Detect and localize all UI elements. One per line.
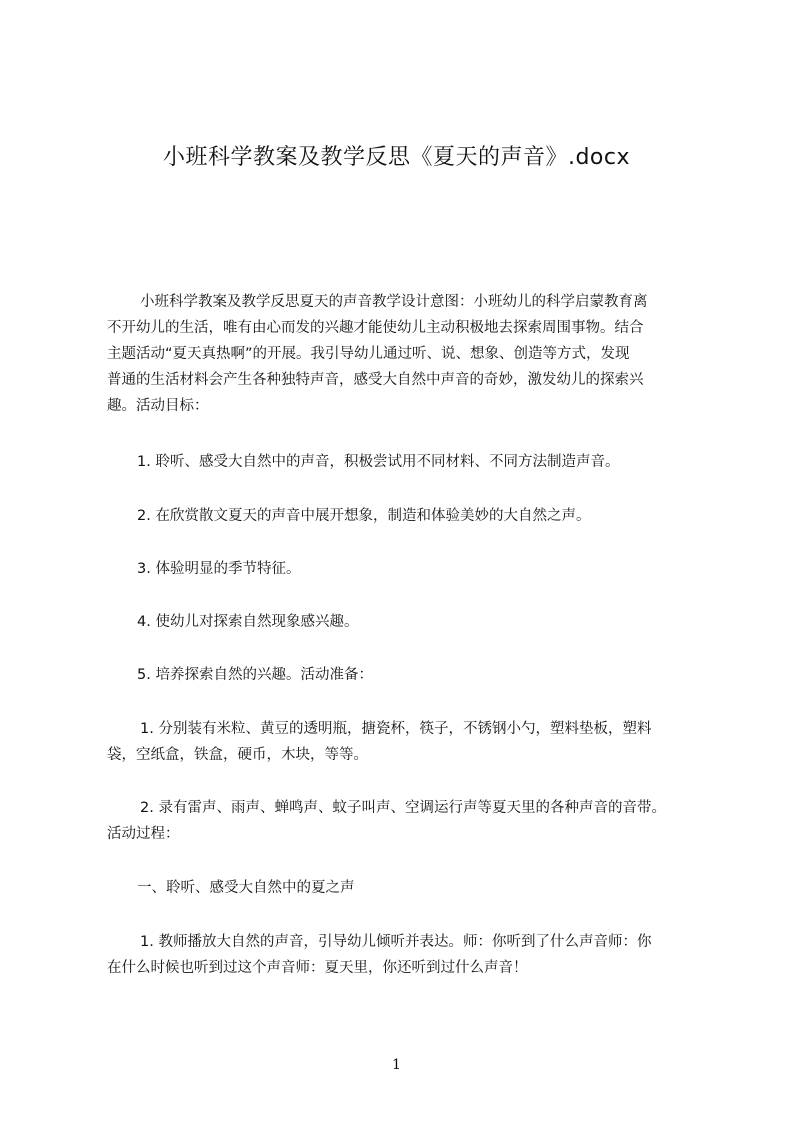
- intro-line: 小班科学教案及教学反思夏天的声音教学设计意图：小班幼儿的科学启蒙教育离: [140, 294, 648, 310]
- goal-item: 4. 使幼儿对探索自然现象感兴趣。: [137, 614, 359, 630]
- goal-item: 1. 聆听、感受大自然中的声音，积极尝试用不同材料、不同方法制造声音。: [137, 454, 620, 470]
- intro-line: 趣。活动目标：: [107, 398, 209, 414]
- intro-line: 主题活动“夏天真热啊”的开展。我引导幼儿通过听、说、想象、创造等方式，发现: [107, 346, 630, 362]
- goal-item: 5. 培养探索自然的兴趣。活动准备：: [137, 667, 373, 683]
- document-title: 小班科学教案及教学反思《夏天的声音》.docx: [162, 145, 631, 170]
- intro-line: 普通的生活材料会产生各种独特声音，感受大自然中声音的奇妙，激发幼儿的探索兴: [107, 372, 644, 388]
- step-line: 1. 教师播放大自然的声音，引导幼儿倾听并表达。师：你听到了什么声音师：你: [140, 934, 652, 950]
- intro-line: 不开幼儿的生活，唯有由心而发的兴趣才能使幼儿主动积极地去探索周围事物。结合: [107, 320, 644, 336]
- prep-item-line: 2. 录有雷声、雨声、蝉鸣声、蚊子叫声、空调运行声等夏天里的各种声音的音带。: [140, 800, 666, 816]
- prep-item-line: 1. 分别装有米粒、黄豆的透明瓶，搪瓷杯，筷子，不锈钢小勺，塑料垫板，塑料: [140, 721, 652, 737]
- prep-item-line: 活动过程：: [107, 826, 180, 842]
- goal-item: 3. 体验明显的季节特征。: [137, 561, 301, 577]
- section-heading: 一、聆听、感受大自然中的夏之声: [137, 880, 355, 896]
- step-line: 在什么时候也听到过这个声音师：夏天里，你还听到过什么声音！: [107, 960, 528, 976]
- goal-item: 2. 在欣赏散文夏天的声音中展开想象，制造和体验美妙的大自然之声。: [137, 508, 591, 524]
- prep-item-line: 袋，空纸盒，铁盒，硬币，木块，等等。: [107, 747, 368, 763]
- page-number: 1: [392, 1057, 401, 1073]
